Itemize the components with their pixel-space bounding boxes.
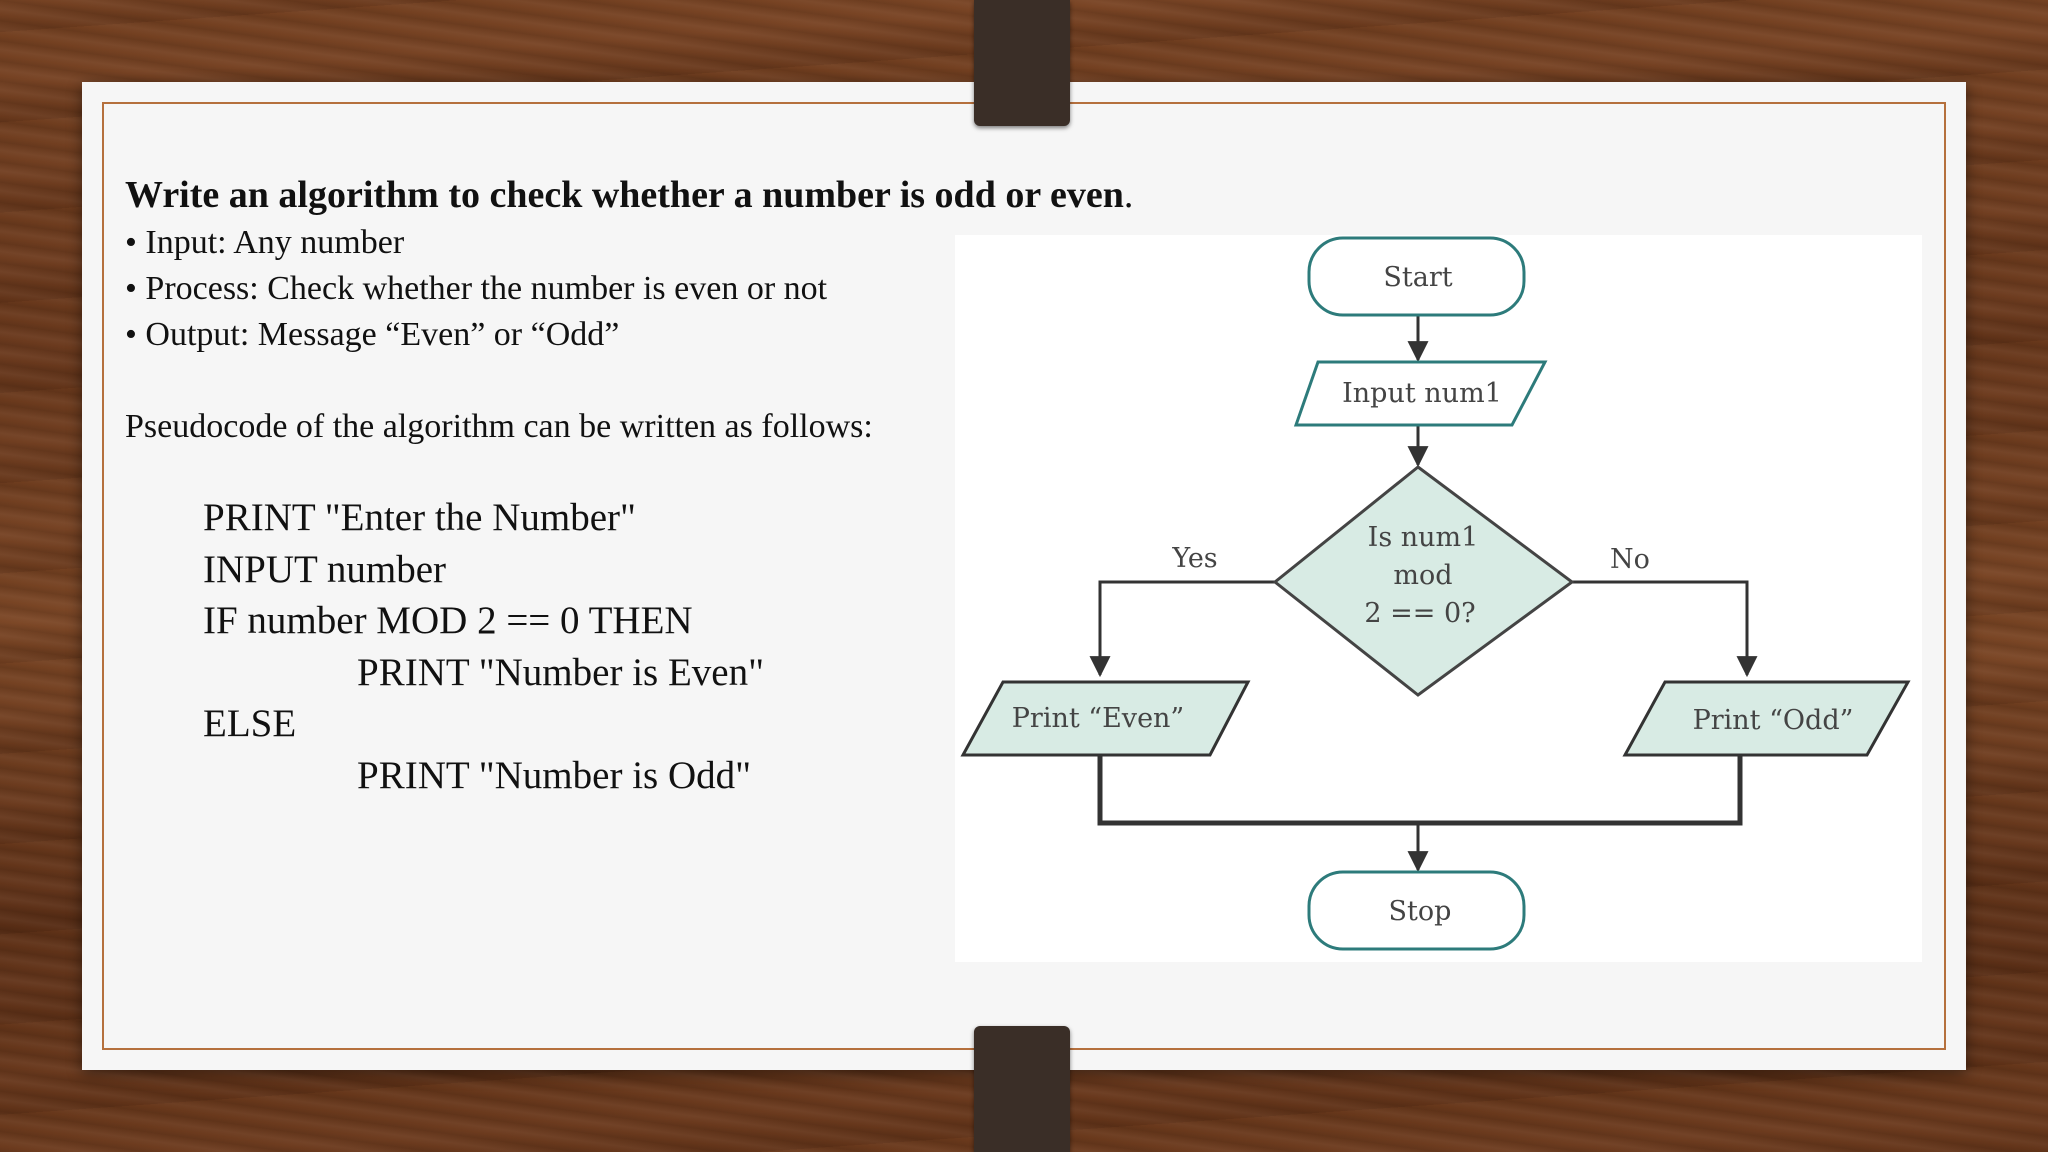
arrow-no-branch (1572, 582, 1747, 675)
print-odd-label: Print “Odd” (1692, 705, 1854, 736)
heading-suffix: . (1123, 174, 1134, 216)
decision-label-line1: Is num1 (1367, 522, 1479, 553)
bullet-input: • Input: Any number (125, 224, 405, 261)
binder-clip-bottom (974, 1026, 1070, 1152)
flowchart (955, 235, 1922, 962)
print-even-label: Print “Even” (1011, 703, 1185, 734)
heading (125, 170, 1134, 220)
pseudocode-line: ELSE (203, 702, 297, 745)
decision-label-line3: 2 == 0? (1364, 598, 1476, 629)
merge-line (1100, 755, 1740, 823)
heading-bold: Write an algorithm to check whether a number is odd or even (125, 174, 1124, 216)
bullet-output: • Output: Message “Even” or “Odd” (125, 316, 620, 353)
pseudocode-line: INPUT number (203, 547, 447, 591)
pseudocode-block (125, 492, 975, 801)
pseudocode-line: PRINT "Number is Odd" (357, 753, 752, 797)
pseudocode-line: PRINT "Number is Even" (357, 650, 765, 694)
no-label: No (1610, 544, 1650, 575)
arrow-yes-branch (1100, 582, 1275, 675)
input-label: Input num1 (1342, 378, 1502, 409)
stop-label: Stop (1388, 896, 1452, 927)
start-label: Start (1383, 262, 1453, 293)
yes-label: Yes (1172, 543, 1218, 574)
binder-clip-top (974, 0, 1070, 126)
pseudocode-intro: Pseudocode of the algorithm can be written as follows: (125, 408, 873, 445)
pseudocode-line: IF number MOD 2 == 0 THEN (203, 599, 693, 642)
decision-label-line2: mod (1393, 560, 1453, 591)
bullet-process: • Process: Check whether the number is even or not (125, 270, 828, 307)
pseudocode-line: PRINT "Enter the Number" (203, 496, 636, 539)
